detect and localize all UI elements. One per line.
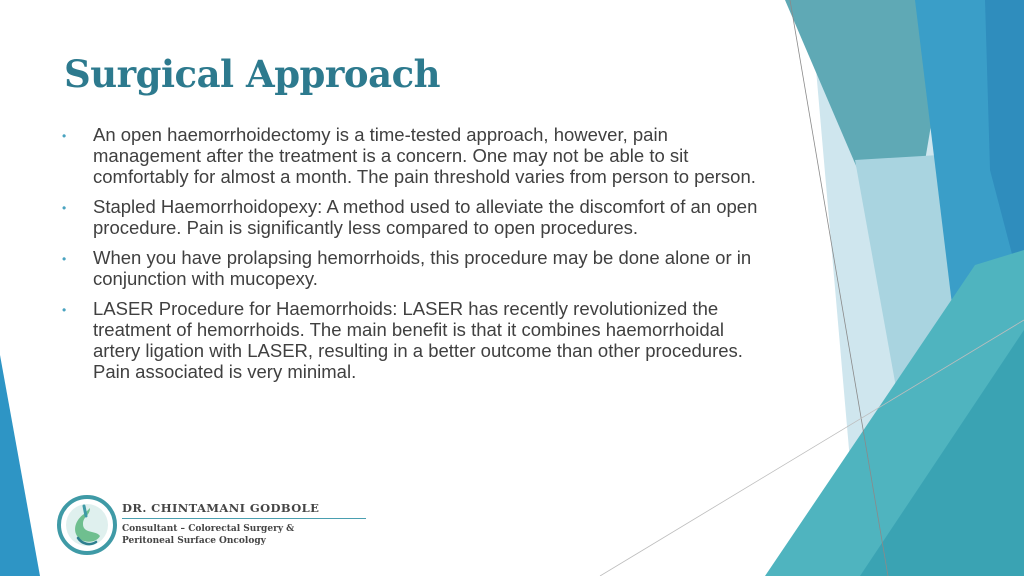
logo-divider — [122, 518, 366, 519]
bullet-text: Stapled Haemorrhoidopexy: A method used to alleviate the discomfort of an open procedure. Pain is significantly less compared to open procedures. — [93, 196, 758, 238]
bullet-dot-icon: • — [62, 201, 67, 215]
clinic-logo — [56, 494, 326, 560]
bullet-item — [62, 247, 772, 289]
logo-name: DR. CHINTAMANI GODBOLE — [122, 501, 320, 515]
logo-subtitle — [122, 523, 294, 547]
slide-title: Surgical Approach — [64, 52, 441, 96]
bullet-text: An open haemorrhoidectomy is a time-tested approach, however, pain management after the treatment is a concern. One may not be able to sit comfortably for almost a month. The pain threshold varies from person to person. — [93, 124, 756, 187]
stomach-logo-icon — [56, 494, 118, 556]
bullet-list — [62, 124, 772, 391]
logo-subtitle-line2: Peritoneal Surface Oncology — [122, 536, 266, 546]
bullet-dot-icon: • — [62, 303, 67, 317]
bullet-text: When you have prolapsing hemorrhoids, this procedure may be done alone or in conjunction with mucopexy. — [93, 247, 752, 289]
bullet-item — [62, 298, 772, 382]
bullet-dot-icon: • — [62, 129, 67, 143]
bullet-item — [62, 124, 772, 187]
bullet-dot-icon: • — [62, 252, 67, 266]
bullet-text: LASER Procedure for Haemorrhoids: LASER has recently revolutionized the treatment of hemorrhoids. The main benefit is that it combines haemorrhoidal artery ligation with LASER, resulting in a better outcome than other procedures. Pain associated is very minimal. — [93, 298, 743, 382]
bullet-item — [62, 196, 772, 238]
left-edge-accent — [0, 355, 40, 576]
logo-subtitle-line1: Consultant – Colorectal Surgery & — [122, 524, 295, 534]
